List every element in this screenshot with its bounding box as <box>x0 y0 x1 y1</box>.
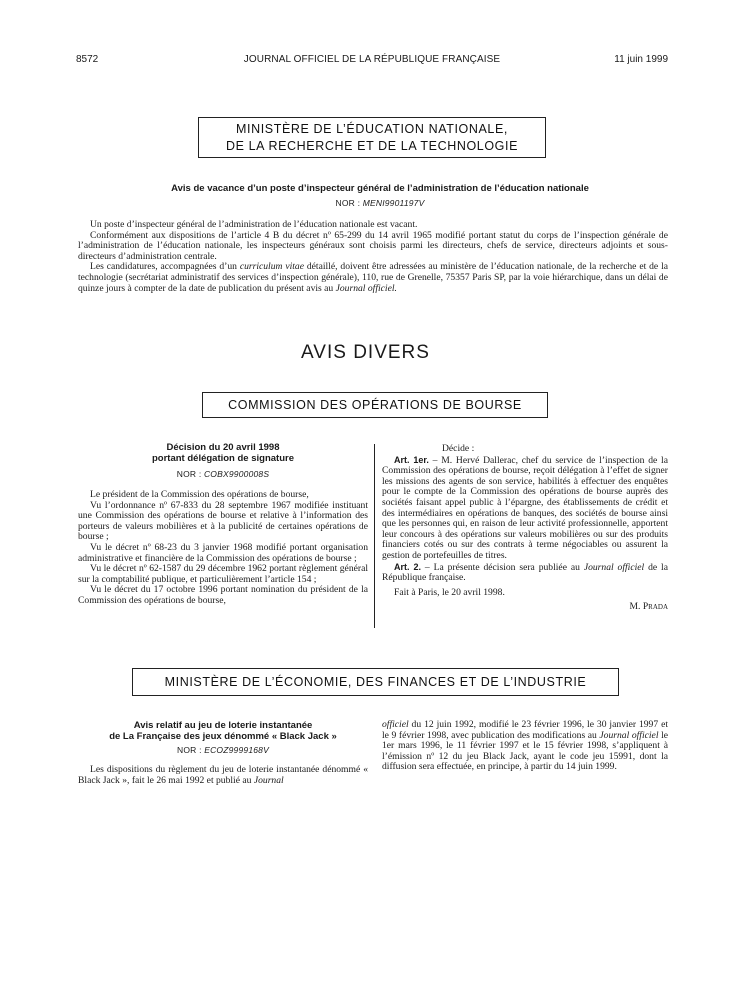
text: détaillé, doivent être adressées au ministère de l’éducation nationale, de la recherche et de la technologie (secrétariat administratif des services d’inspection générale), 110, rue de Grenelle, 75357 Paris SP, par la voie hiérarchique, dans un délai de quinze jours à compter de la date de publication du présent avis au <box>78 261 668 294</box>
text-italic: Journal officiel. <box>335 282 397 294</box>
decision-preamble <box>78 490 368 607</box>
journal-title: JOURNAL OFFICIEL DE LA RÉPUBLIQUE FRANÇAISE <box>243 54 501 65</box>
fait-a-paris: Fait à Paris, le 20 avril 1998. <box>394 586 505 598</box>
notice-title-black-jack <box>78 720 368 742</box>
nor-label: NOR : <box>176 469 202 479</box>
black-jack-right-column <box>382 720 668 773</box>
ministry-box-economy: MINISTÈRE DE L’ÉCONOMIE, DES FINANCES ET DE L’INDUSTRIE <box>132 668 619 696</box>
text: le 1er mars 1996, le 11 février 1997 et le 15 février 1998, s’appliquent à l’émission nº 12 du jeu Black Jack, ayant le code jeu 15991, dont la diffusion sera effectuée, en principe, à partir du 14 juin 1999. <box>382 729 669 773</box>
paragraph: Conformément aux dispositions de l’article 4 B du décret nº 65-299 du 14 avril 1965 modifié portant statut du corps de l’inspection générale de l’administration de l’éducation nationale, les inspecteurs généraux sont choisis parmi les directeurs, chefs de service, directeurs adjoints et sous-directeurs d’administration centrale. <box>78 229 668 262</box>
nor-reference-vacancy <box>90 198 670 208</box>
column-divider <box>374 444 375 628</box>
nor-reference-black-jack <box>78 745 368 755</box>
decision-title-line1: Décision du 20 avril 1998 <box>166 442 280 453</box>
text: du 12 juin 1992, modifié le 23 février 1996, le 30 janvier 1997 et le 9 février 1998, avec publication des modifications au <box>382 719 668 741</box>
paragraph: Vu l’ordonnance nº 67-833 du 28 septembre 1967 modifiée instituant une Commission des opérations de bourse et relative à l’information des porteurs de valeurs mobilières et à la publicité de certaines opérations de bourse ; <box>78 499 368 543</box>
notice-title-line1: Avis relatif au jeu de loterie instantanée <box>133 720 313 731</box>
commission-box: COMMISSION DES OPÉRATIONS DE BOURSE <box>202 392 548 418</box>
paragraph: Vu le décret nº 68-23 du 3 janvier 1968 modifié portant organisation administrative et financière de la Commission des opérations de bourse ; <box>78 541 368 564</box>
paragraph: Un poste d’inspecteur général de l’administration de l’éducation nationale est vacant. <box>90 219 418 230</box>
article-label: Art. 2. <box>394 561 422 572</box>
nor-label: NOR : <box>177 745 202 755</box>
vacancy-body <box>78 220 668 294</box>
nor-code: COBX9900008S <box>203 469 270 479</box>
decision-title <box>78 442 368 464</box>
text-italic: Journal <box>253 774 284 786</box>
paragraph: Vu le décret du 17 octobre 1996 portant nomination du président de la Commission des opérations de bourse, <box>78 584 368 606</box>
text-italic: curriculum vitae <box>239 261 304 273</box>
decision-articles <box>382 444 668 613</box>
paragraph: Vu le décret nº 62-1587 du 29 décembre 1962 portant règlement général sur la comptabilité publique, et particulièrement l’article 154 ; <box>78 563 368 585</box>
paragraph <box>78 262 668 294</box>
text: de la République française. <box>382 561 668 584</box>
nor-code: MENI9901197V <box>362 198 425 208</box>
decision-title-line2: portant délégation de signature <box>152 453 294 464</box>
nor-label: NOR : <box>335 198 361 208</box>
nor-code: ECOZ9999168V <box>204 745 269 755</box>
text: Les candidatures, accompagnées d’un <box>90 261 240 273</box>
paragraph: Le président de la Commission des opérations de bourse, <box>90 489 309 500</box>
decide-line: Décide : <box>442 443 475 454</box>
text: – M. Hervé Dallerac, chef du service de l’inspection de la Commission des opérations de bourse, reçoit délégation à l’effet de signer les missions des agents de son service, habilités à effectuer des enquêtes pour le compte de la Commission des opérations de bourse auprès des sociétés faisant appel public à l’épargne, des établissements de crédit et des intermédiaires en opérations de banques, des sociétés de bourse ainsi que les personnes qui, en raison de leur activité professionnelle, apportent leur concours à des opérations sur valeurs mobilières ou sur des produits financiers cotés ou sur des contrats à terme négociables ou assurent la gestion de portefeuilles de titres. <box>382 454 668 561</box>
text: – La présente décision sera publiée au <box>421 561 584 573</box>
paragraph <box>382 720 668 773</box>
ministry-name-line1: MINISTÈRE DE L’ÉDUCATION NATIONALE, <box>236 122 508 136</box>
nor-reference-decision <box>78 469 368 479</box>
ministry-box-education <box>198 117 546 158</box>
ministry-name-line2: DE LA RECHERCHE ET DE LA TECHNOLOGIE <box>225 139 519 153</box>
text-italic: officiel <box>382 719 409 730</box>
black-jack-left-column <box>78 765 368 786</box>
text-italic: Journal officiel <box>599 729 659 741</box>
signature: M. Prada <box>629 601 668 613</box>
notice-title-vacancy: Avis de vacance d’un poste d’inspecteur général de l’administration de l’éducation nationale <box>171 183 589 194</box>
section-heading-avis-divers: AVIS DIVERS <box>301 342 430 363</box>
article-2 <box>382 562 668 584</box>
text: Les dispositions du règlement du jeu de loterie instantanée dénommé « Black Jack », fait le 26 mai 1992 et publié au <box>78 764 368 786</box>
article-1 <box>382 455 668 562</box>
page-number: 8572 <box>76 54 99 65</box>
issue-date: 11 juin 1999 <box>614 54 668 65</box>
notice-title-line2: de La Française des jeux dénommé « Black Jack » <box>109 731 337 742</box>
article-label: Art. 1er. <box>394 454 429 465</box>
running-header <box>76 54 668 68</box>
paragraph <box>78 765 368 786</box>
text-italic: Journal officiel <box>583 561 645 573</box>
